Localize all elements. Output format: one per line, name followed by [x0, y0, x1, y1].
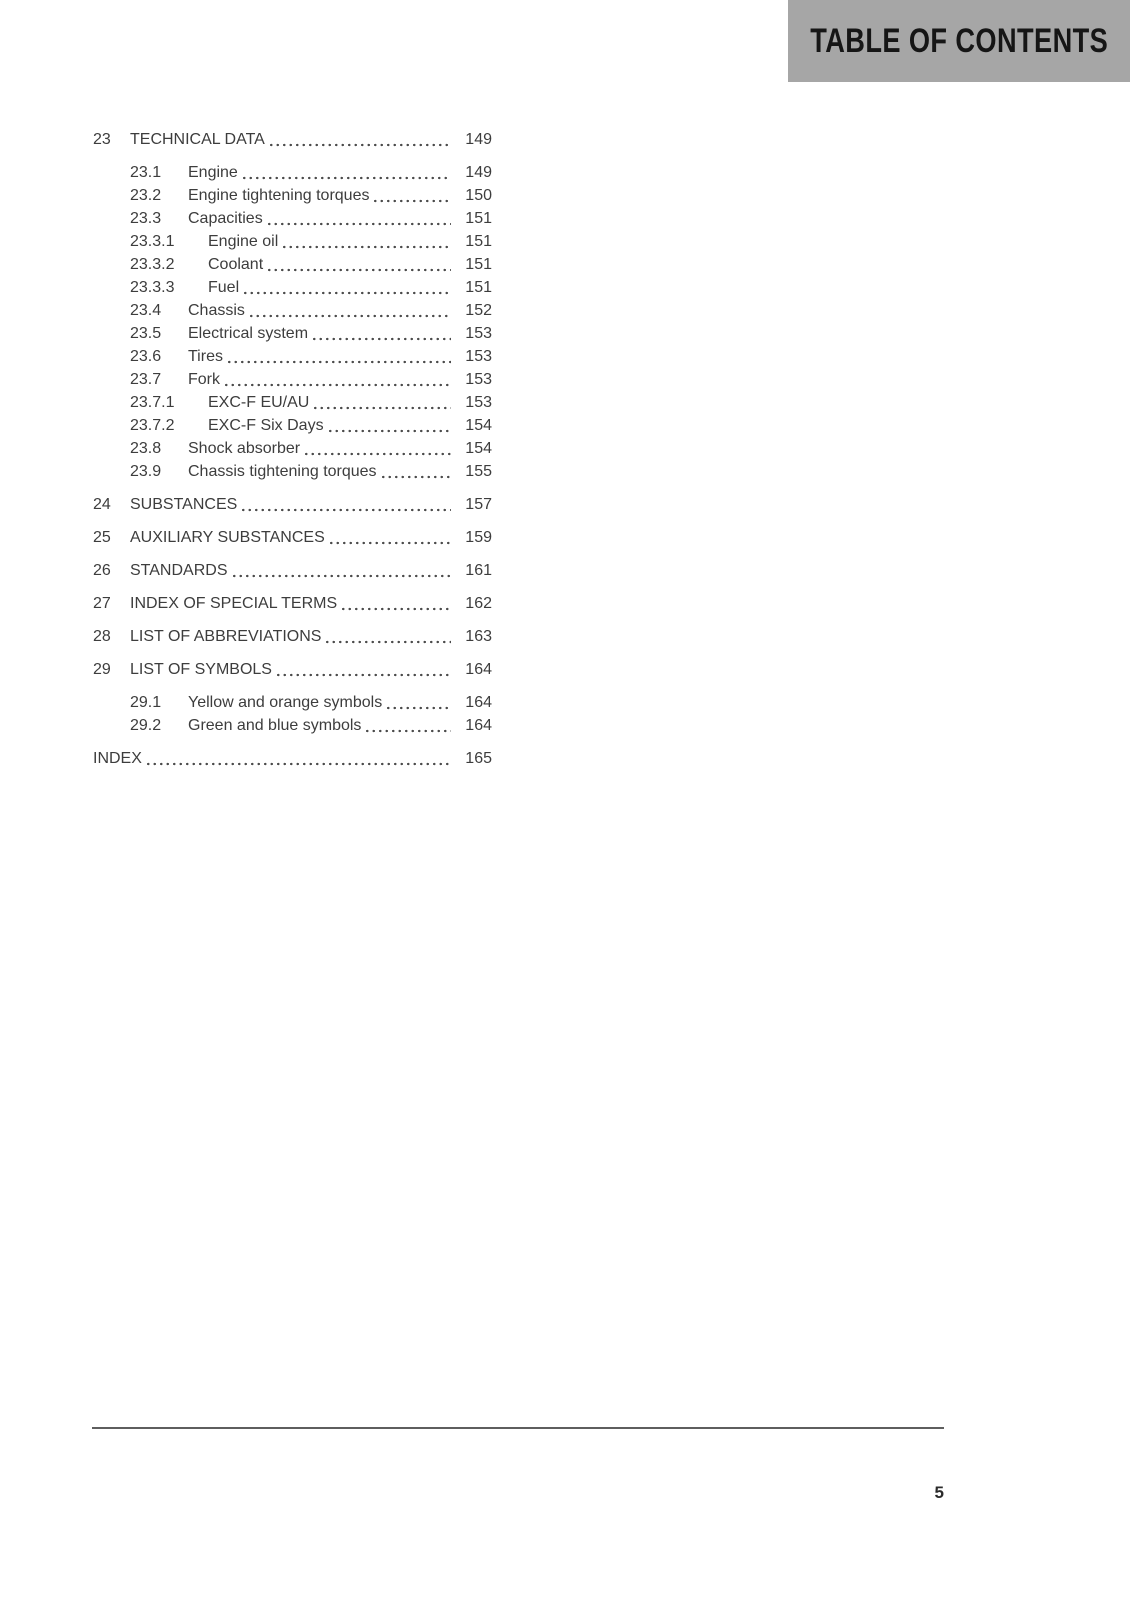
dotted-leader: [364, 714, 451, 737]
toc-entry-number: 29: [93, 661, 111, 678]
toc-entry: [93, 658, 492, 681]
toc-entry: [93, 161, 492, 184]
footer-page-number: 5: [934, 1483, 944, 1502]
toc-entry: [93, 460, 492, 483]
toc-entry-label: LIST OF ABBREVIATIONS: [130, 628, 322, 645]
toc-list: [93, 128, 492, 770]
toc-entry-number: 26: [93, 562, 111, 579]
toc-entry-number: 23.3: [130, 210, 162, 227]
dotted-leader: [266, 253, 451, 276]
toc-entry-page: 154: [465, 417, 492, 434]
toc-entry: [93, 207, 492, 230]
dotted-leader: [266, 207, 451, 230]
toc-entry-page: 153: [465, 348, 492, 365]
toc-entry-number: 23.3.2: [130, 256, 175, 273]
dotted-leader: [223, 368, 451, 391]
toc-entry-page: 164: [465, 661, 492, 678]
toc-entry: [93, 747, 492, 770]
toc-entry: [93, 559, 492, 582]
toc-entry-number: 29.1: [130, 694, 162, 711]
toc-entry-number: 25: [93, 529, 111, 546]
toc-entry-page: 151: [465, 279, 492, 296]
toc-entry-page: 152: [465, 302, 492, 319]
toc-entry: [93, 368, 492, 391]
toc-entry-page: 151: [465, 210, 492, 227]
dotted-leader: [281, 230, 451, 253]
dotted-leader: [327, 414, 451, 437]
toc-entry-page: 164: [465, 717, 492, 734]
toc-entry-page: 151: [465, 256, 492, 273]
toc-entry-label: Fuel: [208, 279, 240, 296]
toc-entry-page: 155: [465, 463, 492, 480]
toc-entry-number: 23.9: [130, 463, 162, 480]
toc-entry-page: 159: [465, 529, 492, 546]
toc-entry: [93, 128, 492, 151]
toc-entry: [93, 184, 492, 207]
toc-entry: [93, 437, 492, 460]
toc-entry-label: INDEX: [93, 750, 142, 767]
toc-entry-page: 149: [465, 164, 492, 181]
toc-entry-page: 150: [465, 187, 492, 204]
toc-entry: [93, 625, 492, 648]
page-title: TABLE OF CONTENTS: [810, 21, 1108, 60]
toc-entry: [93, 391, 492, 414]
toc-entry-number: 23.5: [130, 325, 162, 342]
toc-entry-number: 23.6: [130, 348, 162, 365]
dotted-leader: [248, 299, 451, 322]
toc-entry: [93, 230, 492, 253]
toc-entry-label: EXC-F EU/AU: [208, 394, 310, 411]
toc-entry-page: 154: [465, 440, 492, 457]
toc-entry: [93, 493, 492, 516]
dotted-leader: [145, 747, 451, 770]
toc-entry-number: 24: [93, 496, 111, 513]
toc-entry: [93, 714, 492, 737]
dotted-leader: [372, 184, 451, 207]
toc-entry-label: Chassis tightening torques: [188, 463, 377, 480]
toc-entry-number: 23.7.2: [130, 417, 175, 434]
toc-entry-label: SUBSTANCES: [130, 496, 238, 513]
toc-entry-page: 153: [465, 325, 492, 342]
toc-entry-label: LIST OF SYMBOLS: [130, 661, 272, 678]
toc-entry-number: 27: [93, 595, 111, 612]
toc-entry-label: Capacities: [188, 210, 263, 227]
toc-entry-number: 23.8: [130, 440, 162, 457]
dotted-leader: [242, 276, 451, 299]
toc-entry-label: Shock absorber: [188, 440, 301, 457]
toc-entry-page: 163: [465, 628, 492, 645]
toc-entry-page: 162: [465, 595, 492, 612]
toc-entry-number: 23.3.1: [130, 233, 175, 250]
toc-entry-label: Coolant: [208, 256, 264, 273]
page-footer: [92, 1427, 944, 1503]
toc-entry-page: 157: [465, 496, 492, 513]
toc-entry-label: INDEX OF SPECIAL TERMS: [130, 595, 338, 612]
dotted-leader: [241, 161, 451, 184]
toc-entry-label: AUXILIARY SUBSTANCES: [130, 529, 325, 546]
dotted-leader: [231, 559, 452, 582]
toc-entry-page: 161: [465, 562, 492, 579]
dotted-leader: [312, 391, 451, 414]
toc-entry-label: EXC-F Six Days: [208, 417, 324, 434]
toc-entry: [93, 276, 492, 299]
toc-entry-label: STANDARDS: [130, 562, 228, 579]
dotted-leader: [311, 322, 451, 345]
toc-entry-page: 151: [465, 233, 492, 250]
toc-entry-page: 153: [465, 371, 492, 388]
dotted-leader: [328, 526, 451, 549]
toc-entry-label: Green and blue symbols: [188, 717, 362, 734]
toc-entry-page: 153: [465, 394, 492, 411]
toc-entry-label: Engine: [188, 164, 238, 181]
toc-entry: [93, 691, 492, 714]
toc-entry-label: Tires: [188, 348, 223, 365]
toc-entry-number: 23.7.1: [130, 394, 175, 411]
toc-entry-label: Electrical system: [188, 325, 309, 342]
toc-entry: [93, 253, 492, 276]
toc-entry-number: 23.7: [130, 371, 162, 388]
toc-entry-number: 23.4: [130, 302, 162, 319]
dotted-leader: [240, 493, 451, 516]
toc-entry-page: 164: [465, 694, 492, 711]
footer-rule: [92, 1427, 944, 1429]
toc-entry-number: 23: [93, 131, 111, 148]
toc-entry-label: Engine tightening torques: [188, 187, 370, 204]
toc-entry-number: 29.2: [130, 717, 162, 734]
header-banner: [788, 0, 1130, 82]
toc-entry: [93, 414, 492, 437]
dotted-leader: [275, 658, 451, 681]
dotted-leader: [340, 592, 451, 615]
toc-entry-number: 23.2: [130, 187, 162, 204]
dotted-leader: [380, 460, 451, 483]
toc-entry-label: TECHNICAL DATA: [130, 131, 265, 148]
toc-entry-label: Yellow and orange symbols: [188, 694, 383, 711]
toc-entry-label: Fork: [188, 371, 220, 388]
toc-entry: [93, 322, 492, 345]
toc-entry-label: Engine oil: [208, 233, 279, 250]
toc-entry: [93, 526, 492, 549]
toc-entry: [93, 299, 492, 322]
dotted-leader: [226, 345, 451, 368]
toc-entry-number: 23.1: [130, 164, 162, 181]
toc-entry: [93, 345, 492, 368]
dotted-leader: [385, 691, 451, 714]
toc-entry-page: 165: [465, 750, 492, 767]
dotted-leader: [303, 437, 451, 460]
dotted-leader: [268, 128, 451, 151]
toc-entry-label: Chassis: [188, 302, 245, 319]
dotted-leader: [324, 625, 451, 648]
toc-entry-number: 23.3.3: [130, 279, 175, 296]
toc-entry-page: 149: [465, 131, 492, 148]
toc-entry-number: 28: [93, 628, 111, 645]
toc-entry: [93, 592, 492, 615]
